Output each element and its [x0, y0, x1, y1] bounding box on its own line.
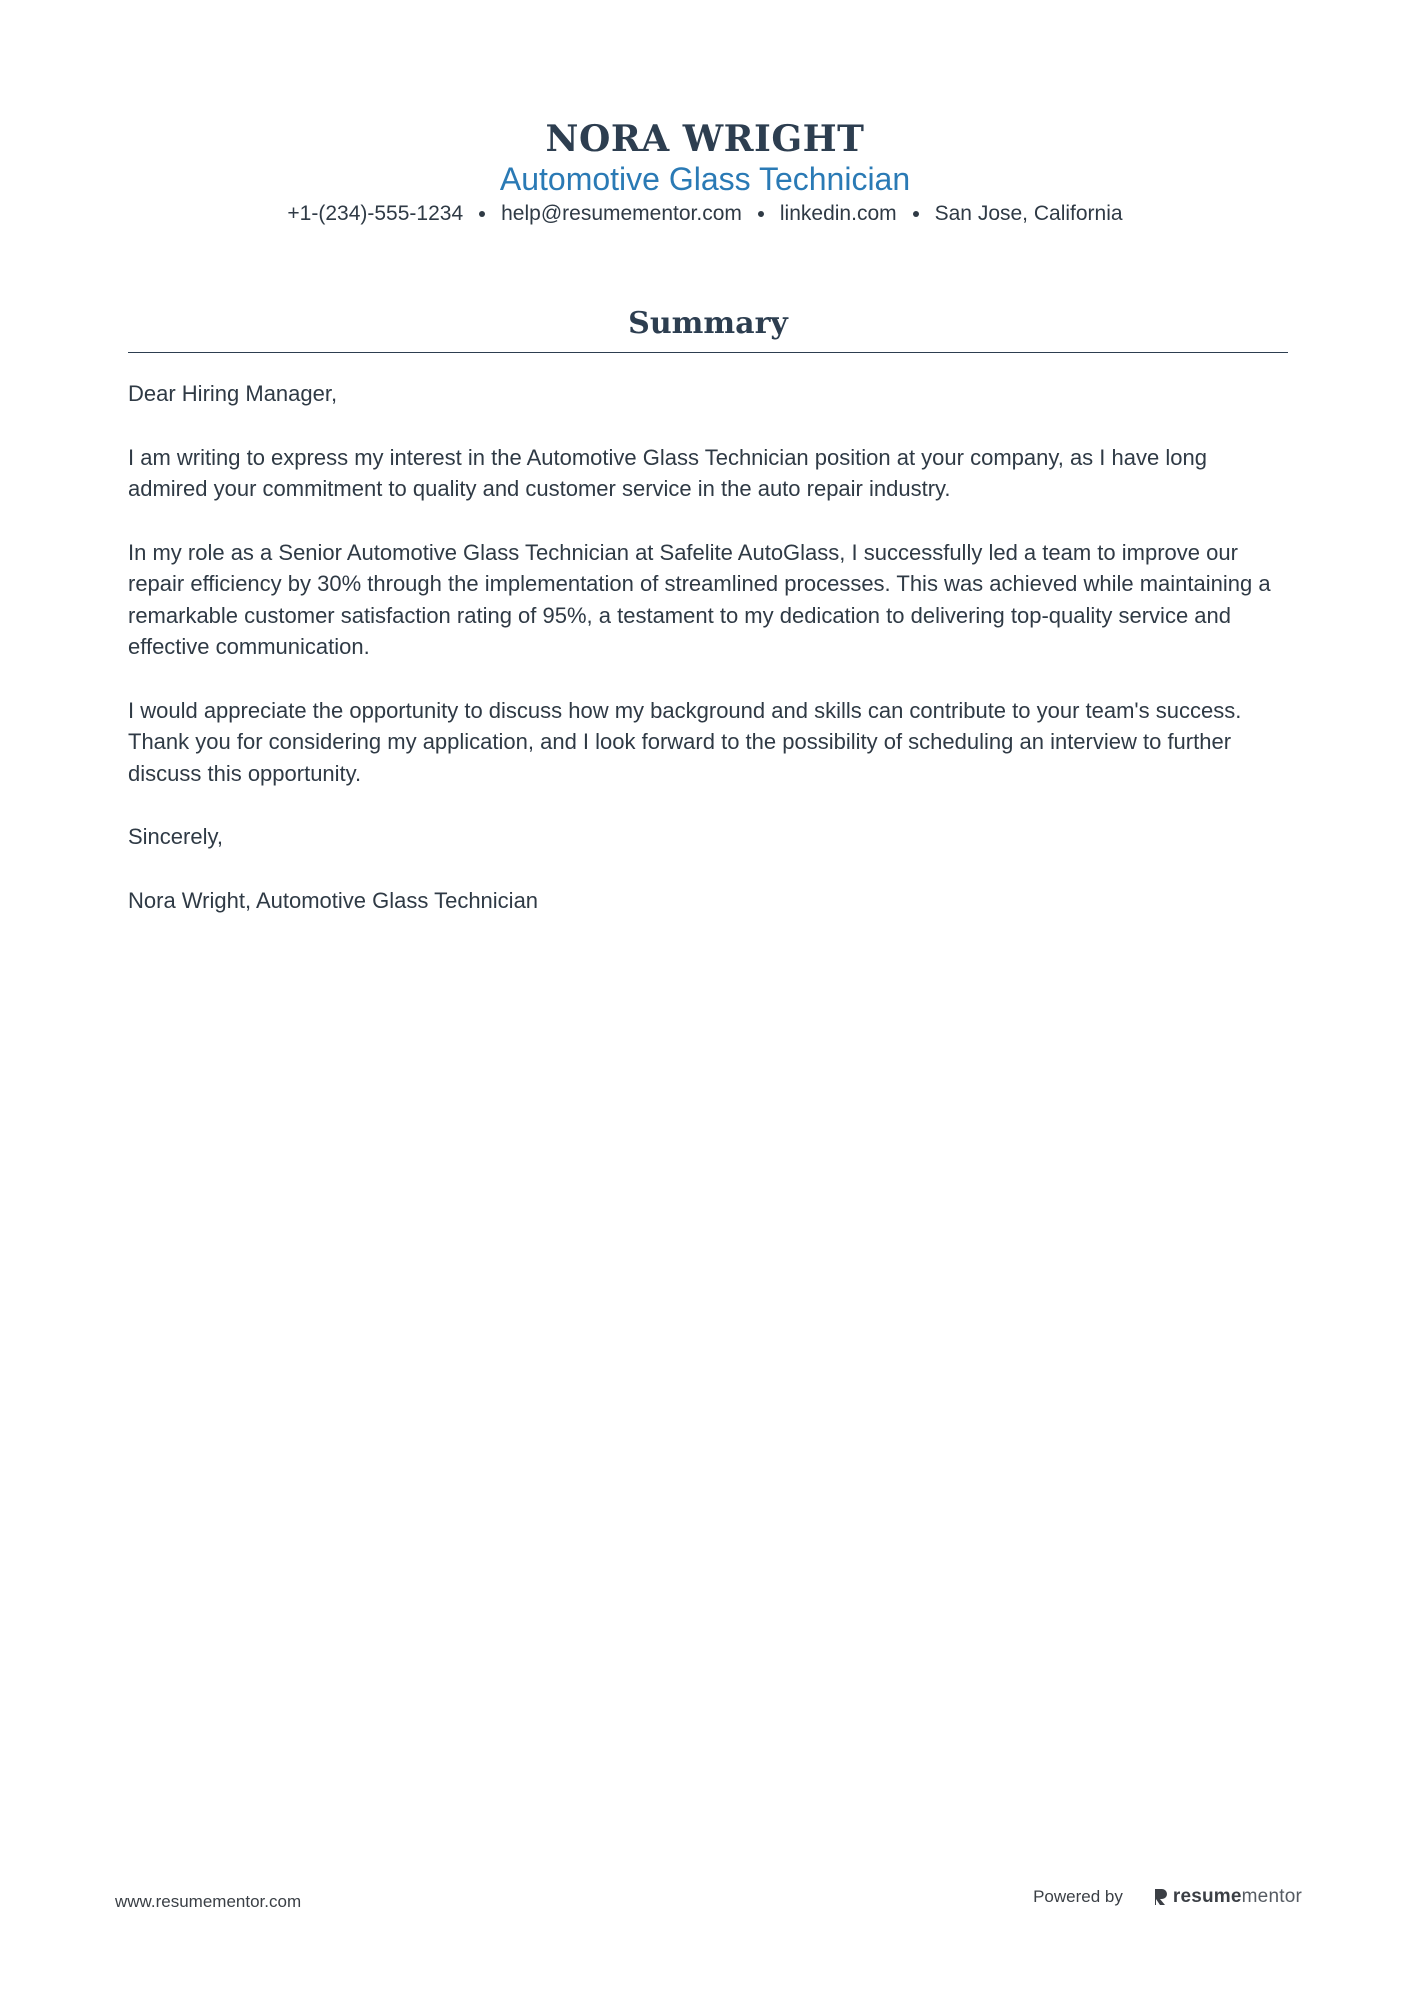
resumementor-logo-icon — [1153, 1887, 1169, 1907]
resumementor-logo[interactable] — [1153, 1886, 1302, 1908]
logo-text-light: mentor — [1241, 1886, 1302, 1907]
logo-text-bold: resume — [1172, 1886, 1242, 1907]
footer-website[interactable]: www.resumementor.com — [115, 1892, 302, 1911]
candidate-name: NORA WRIGHT — [545, 118, 865, 160]
bullet-separator — [479, 211, 485, 217]
contact-location: San Jose, California — [934, 202, 1123, 225]
contact-line — [0, 200, 1410, 228]
letter-closing: Sincerely, — [128, 824, 223, 849]
bullet-separator — [758, 211, 764, 217]
footer-branding — [1033, 1886, 1302, 1908]
letter-body — [128, 378, 1288, 948]
letter-paragraph: I would appreciate the opportunity to discuss how my background and skills can contribute to your team's success. Thank you for considering my application, and I look forward to the possibility of scheduling an interview to further discuss this opportunity. — [128, 697, 1242, 786]
letter-paragraph: I am writing to express my interest in the Automotive Glass Technician position at your company, as I have long admired your commitment to quality and customer service in the auto repair industry. — [128, 444, 1207, 501]
header — [0, 118, 1410, 228]
section-title: Summary — [628, 306, 788, 341]
bullet-separator — [913, 211, 919, 217]
letter-signature: Nora Wright, Automotive Glass Technician — [128, 887, 539, 913]
letter-paragraph: In my role as a Senior Automotive Glass Technician at Safelite AutoGlass, I successfully led a team to improve our repair efficiency by 30% through the implementation of streamlined processes. This was achieved while maintaining a remarkable customer satisfaction rating of 95%, a testament to my dedication to delivering top-quality service and effective communication. — [128, 539, 1271, 659]
powered-by-label: Powered by — [1033, 1887, 1123, 1906]
contact-email[interactable]: help@resumementor.com — [501, 202, 742, 225]
contact-linkedin[interactable]: linkedin.com — [779, 202, 897, 225]
candidate-title: Automotive Glass Technician — [499, 161, 911, 197]
section-divider — [128, 352, 1288, 353]
letter-greeting: Dear Hiring Manager, — [128, 381, 338, 406]
contact-phone: +1-(234)-555-1234 — [287, 202, 464, 225]
